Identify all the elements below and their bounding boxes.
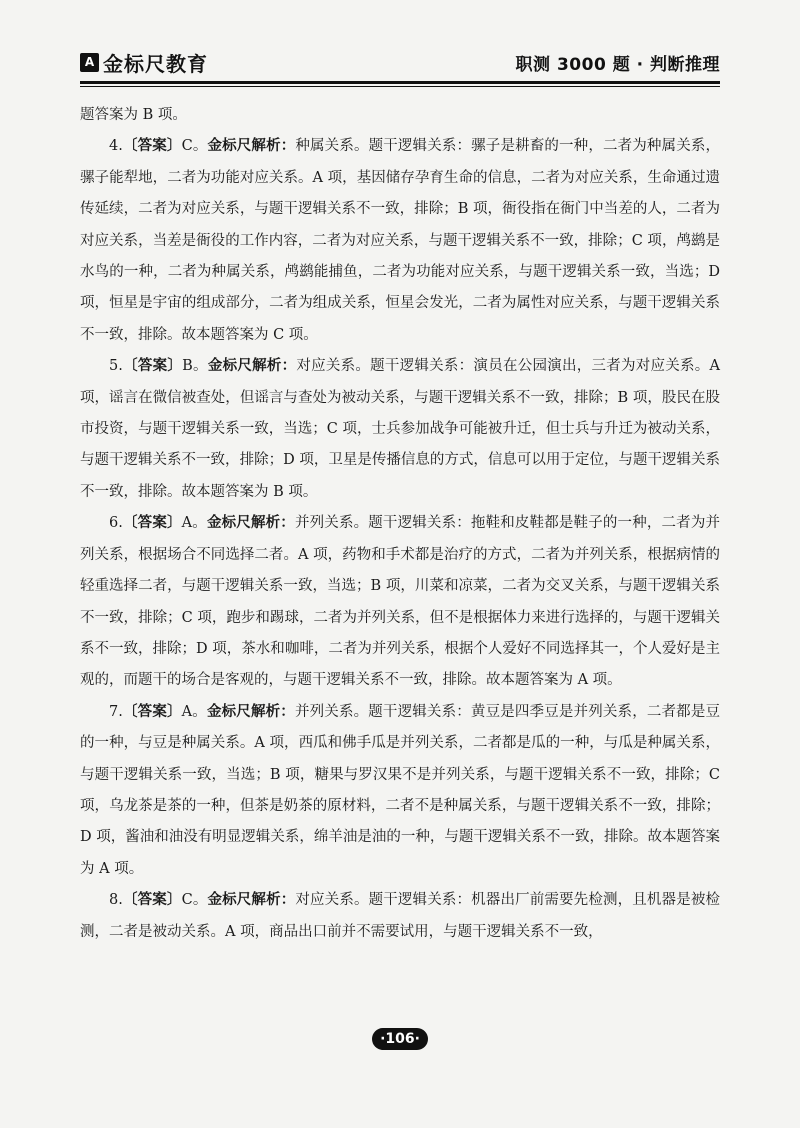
page-header (80, 46, 720, 78)
answer-item-4 (80, 131, 720, 351)
analysis-text: 并列关系。题干逻辑关系：拖鞋和皮鞋都是鞋子的一种，二者为并列关系，根据场合不同选择二者。A 项，药物和手术都是治疗的方式，二者为并列关系，根据病情的轻重选择二者，与题干逻辑关系一致，当选；B 项，川菜和凉菜，二者为交叉关系，与题干逻辑关系不一致，排除；C 项，跑步和踢球，二者为并列关系，但不是根据体力来进行选择的，与题干逻辑关系不一致，排除；D 项，茶水和咖啡，二者为并列关系，根据个人爱好不同选择其一，个人爱好是主观的，而题干的场合是客观的，与题干逻辑关系不一致，排除。故本题答案为 A 项。 (80, 515, 721, 689)
answer-item-6 (80, 508, 720, 696)
item-number: 5. (109, 358, 123, 375)
answer-tag: 〔答案〕 (122, 358, 183, 375)
brand-name: 金标尺教育 (103, 51, 208, 76)
answer-tag: 〔答案〕 (122, 703, 182, 720)
answer-letter: C。 (181, 892, 208, 909)
item-number: 7. (109, 703, 123, 720)
analysis-tag: 金标尺解析： (207, 892, 296, 909)
header-rule-thin (80, 86, 720, 87)
item-number: 6. (109, 515, 123, 532)
header-rule-thick (80, 81, 720, 84)
analysis-text: 对应关系。题干逻辑关系：演员在公园演出，三者为对应关系。A 项，谣言在微信被查处，但谣言与查处为被动关系，与题干逻辑关系不一致，排除；B 项，股民在股市投资，与题干逻辑关系一致，当选；C 项，士兵参加战争可能被升迁，但士兵与升迁为被动关系，与题干逻辑关系不一致，排除；D 项，卫星是传播信息的方式，信息可以用于定位，与题干逻辑关系不一致，排除。故本题答案为 B 项。 (80, 358, 721, 500)
series-title: 职测 3000 题 · 判断推理 (515, 54, 720, 75)
analysis-text: 种属关系。题干逻辑关系：骡子是耕畜的一种，二者为种属关系，骡子能犁地，二者为功能对应关系。A 项，基因储存孕育生命的信息，二者为对应关系，生命通过遗传延续，二者为对应关系，与题干逻辑关系不一致，排除；B 项，衙役指在衙门中当差的人，二者为对应关系，当差是衙役的工作内容，二者为对应关系，与题干逻辑关系不一致，排除；C 项，鸬鹚是水鸟的一种，二者为种属关系，鸬鹚能捕鱼，二者为功能对应关系，与题干逻辑关系一致，当选；D 项，恒星是宇宙的组成部分，二者为组成关系，恒星会发光，二者为属性对应关系，与题干逻辑关系不一致，排除。故本题答案为 C 项。 (80, 138, 721, 343)
answer-letter: A。 (181, 515, 207, 532)
analysis-text: 对应关系。题干逻辑关系：机器出厂前需要先检测，且机器是被检测，二者是被动关系。A 项，商品出口前并不需要试用，与题干逻辑关系不一致， (80, 892, 721, 940)
brand-logo (80, 48, 208, 77)
lead-in-text: 题答案为 B 项。 (80, 107, 187, 123)
page-number-badge: ·106· (372, 1028, 428, 1050)
answer-item-7 (80, 697, 720, 885)
answer-letter: A。 (181, 703, 207, 720)
answer-item-8 (80, 885, 720, 948)
analysis-text: 并列关系。题干逻辑关系：黄豆是四季豆是并列关系，二者都是豆的一种，与豆是种属关系。A 项，西瓜和佛手瓜是并列关系，二者都是瓜的一种，与瓜是种属关系，与题干逻辑关系一致，当选；B 项，糖果与罗汉果不是并列关系，与题干逻辑关系不一致，排除；C 项，乌龙茶是茶的一种，但茶是奶茶的原材料，二者不是种属关系，与题干逻辑关系不一致，排除；D 项，酱油和油没有明显逻辑关系，绵羊油是油的一种，与题干逻辑关系不一致，排除。故本题答案为 A 项。 (80, 703, 721, 877)
analysis-tag: 金标尺解析： (207, 358, 297, 375)
answer-letter: C。 (181, 138, 208, 155)
answer-tag: 〔答案〕 (122, 515, 182, 532)
analysis-tag: 金标尺解析： (207, 138, 296, 155)
answer-item-5 (80, 351, 720, 508)
analysis-tag: 金标尺解析： (206, 515, 295, 532)
item-number: 8. (109, 892, 123, 909)
analysis-tag: 金标尺解析： (206, 703, 295, 720)
answer-tag: 〔答案〕 (122, 138, 182, 155)
answer-tag: 〔答案〕 (122, 892, 182, 909)
answer-letter: B。 (182, 358, 208, 375)
item-number: 4. (109, 138, 123, 155)
logo-icon: A (80, 53, 99, 72)
page-content (80, 100, 720, 948)
